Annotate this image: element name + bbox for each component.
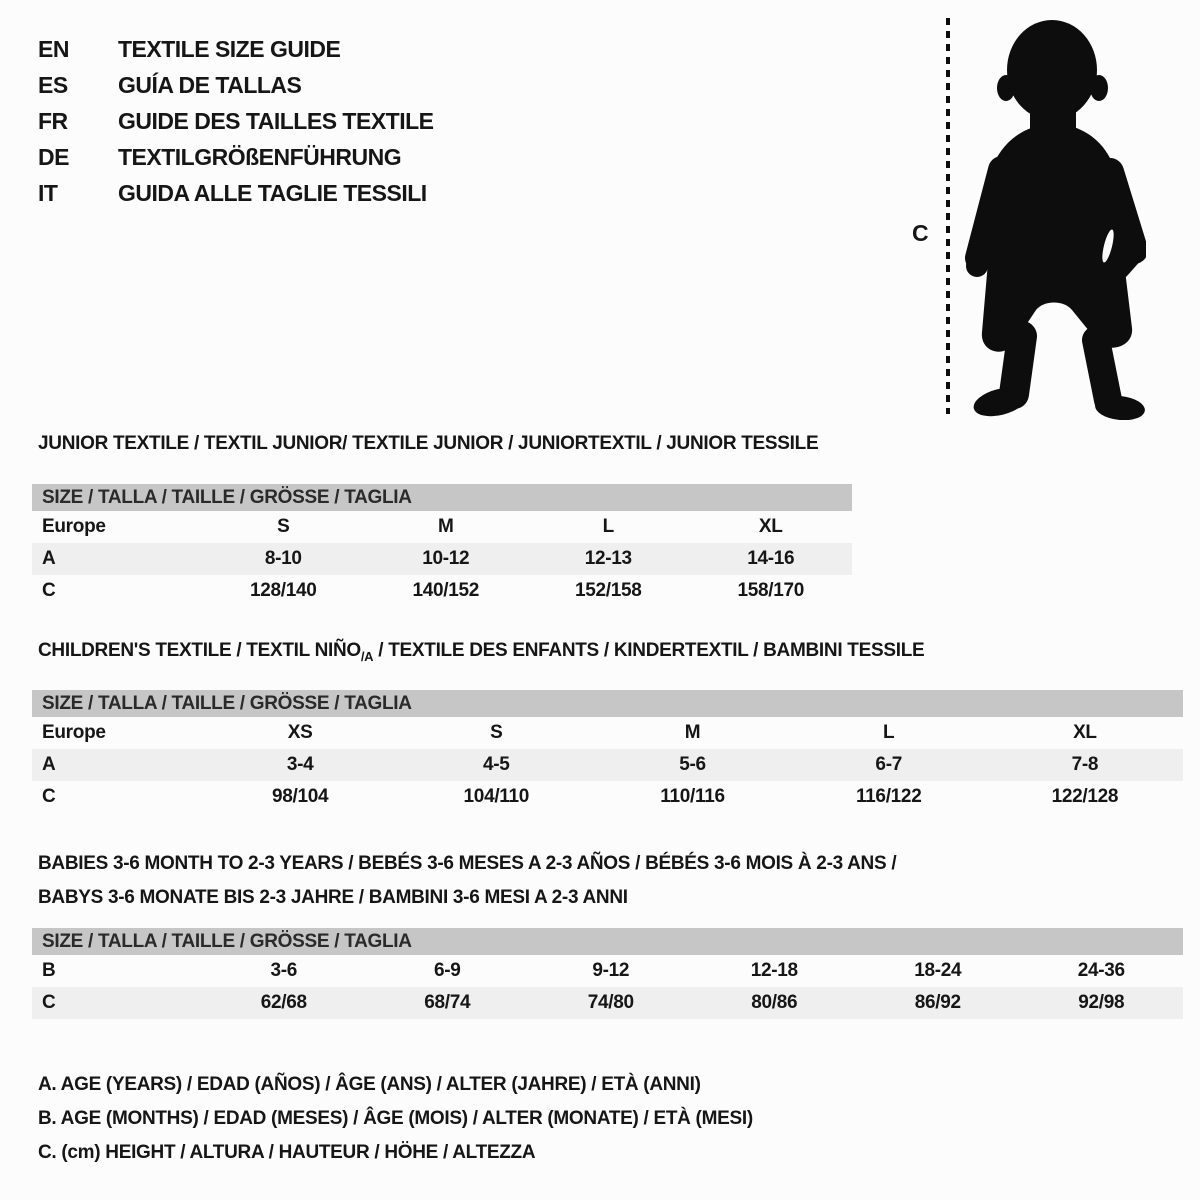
row-label: C [42, 992, 56, 1013]
table-cell: L [883, 722, 895, 743]
row-label: A [42, 754, 56, 775]
children-title-prefix: CHILDREN'S TEXTILE / TEXTIL NIÑO [38, 640, 361, 661]
table-cell: M [437, 516, 454, 537]
size-table-header: SIZE / TALLA / TAILLE / GRÖSSE / TAGLIA [32, 484, 852, 511]
table-row [32, 575, 852, 607]
children-section-title [38, 640, 924, 664]
height-measure-dashed-line [946, 18, 950, 414]
table-cell: 9-12 [592, 960, 630, 981]
table-cell: S [277, 516, 290, 537]
table-cell: 122/128 [1051, 786, 1119, 807]
babies-section-title [38, 847, 896, 915]
junior-size-table [32, 484, 852, 607]
guide-title: TEXTILGRÖßENFÜHRUNG [118, 143, 402, 170]
table-cell: 8-10 [264, 548, 302, 569]
table-cell: 116/122 [855, 786, 922, 807]
table-row [32, 955, 1183, 987]
table-cell: M [684, 722, 701, 743]
language-code: IT [38, 179, 58, 206]
table-cell: 6-7 [875, 754, 902, 775]
height-measure-label: C [912, 220, 929, 246]
table-row [32, 511, 852, 543]
table-row [32, 717, 1183, 749]
table-cell: 24-36 [1077, 960, 1125, 981]
table-cell: 4-5 [483, 754, 510, 775]
children-title-suffix: / TEXTILE DES ENFANTS / KINDERTEXTIL / BAMBINI TESSILE [373, 640, 925, 661]
table-cell: 10-12 [422, 548, 470, 569]
table-cell: 110/116 [660, 786, 725, 807]
table-cell: 80/86 [751, 992, 798, 1013]
list-item [38, 103, 434, 139]
table-cell: 68/74 [424, 992, 471, 1013]
toddler-silhouette-image [962, 12, 1146, 420]
legend-line-c: C. (cm) HEIGHT / ALTURA / HAUTEUR / HÖHE / ALTEZZA [38, 1142, 536, 1163]
babies-title-line-1: BABIES 3-6 MONTH TO 2-3 YEARS / BEBÉS 3-6 MESES A 2-3 AÑOS / BÉBÉS 3-6 MOIS À 2-3 ANS / [38, 853, 897, 874]
table-cell: S [490, 722, 503, 743]
table-cell: 18-24 [914, 960, 962, 981]
table-cell: 12-18 [750, 960, 798, 981]
children-title-sub: /A [360, 648, 374, 664]
table-cell: 12-13 [584, 548, 632, 569]
table-cell: XL [758, 516, 783, 537]
legend-line-a: A. AGE (YEARS) / EDAD (AÑOS) / ÂGE (ANS) / ALTER (JAHRE) / ETÀ (ANNI) [38, 1074, 701, 1095]
table-cell: 62/68 [260, 992, 307, 1013]
row-label: Europe [42, 722, 106, 743]
table-cell: 14-16 [747, 548, 795, 569]
legend-line-b: B. AGE (MONTHS) / EDAD (MESES) / ÂGE (MOIS) / ALTER (MONATE) / ETÀ (MESI) [38, 1108, 753, 1129]
table-cell: 104/110 [463, 786, 530, 807]
table-cell: 98/104 [271, 786, 329, 807]
language-title-list [38, 31, 434, 211]
row-label: C [42, 786, 56, 807]
list-item [38, 67, 434, 103]
size-table-header: SIZE / TALLA / TAILLE / GRÖSSE / TAGLIA [32, 928, 1183, 955]
guide-title: GUIDE DES TAILLES TEXTILE [118, 107, 434, 134]
row-label: B [42, 960, 56, 981]
table-cell: 74/80 [587, 992, 634, 1013]
table-row [32, 749, 1183, 781]
junior-section-title: JUNIOR TEXTILE / TEXTIL JUNIOR/ TEXTILE JUNIOR / JUNIORTEXTIL / JUNIOR TESSILE [38, 433, 819, 454]
table-cell: L [602, 516, 614, 537]
table-cell: 86/92 [914, 992, 961, 1013]
table-cell: 92/98 [1078, 992, 1125, 1013]
table-cell: XS [287, 722, 313, 743]
language-code: EN [38, 35, 69, 62]
list-item [38, 139, 434, 175]
row-label: Europe [42, 516, 106, 537]
guide-title: GUIDA ALLE TAGLIE TESSILI [118, 179, 427, 206]
table-cell: 3-4 [286, 754, 314, 775]
guide-title: TEXTILE SIZE GUIDE [118, 35, 341, 62]
list-item [38, 31, 434, 67]
table-cell: 5-6 [679, 754, 706, 775]
language-code: DE [38, 143, 69, 170]
table-row [32, 781, 1183, 813]
row-label: A [42, 548, 56, 569]
table-cell: 158/170 [737, 580, 805, 601]
children-size-table [32, 690, 1183, 813]
legend [38, 1068, 753, 1170]
language-code: FR [38, 107, 68, 134]
guide-title: GUÍA DE TALLAS [118, 71, 302, 98]
table-cell: 7-8 [1071, 754, 1099, 775]
table-cell: 6-9 [433, 960, 461, 981]
list-item [38, 175, 434, 211]
babies-title-line-2: BABYS 3-6 MONATE BIS 2-3 JAHRE / BAMBINI 3-6 MESI A 2-3 ANNI [38, 887, 628, 908]
table-row [32, 987, 1183, 1019]
table-cell: XL [1073, 722, 1097, 743]
size-table-header: SIZE / TALLA / TAILLE / GRÖSSE / TAGLIA [32, 690, 1183, 717]
table-cell: 140/152 [412, 580, 480, 601]
row-label: C [42, 580, 56, 601]
babies-size-table [32, 928, 1183, 1019]
table-cell: 152/158 [574, 580, 642, 601]
table-cell: 3-6 [270, 960, 298, 981]
table-row [32, 543, 852, 575]
table-cell: 128/140 [249, 580, 317, 601]
language-code: ES [38, 71, 68, 98]
